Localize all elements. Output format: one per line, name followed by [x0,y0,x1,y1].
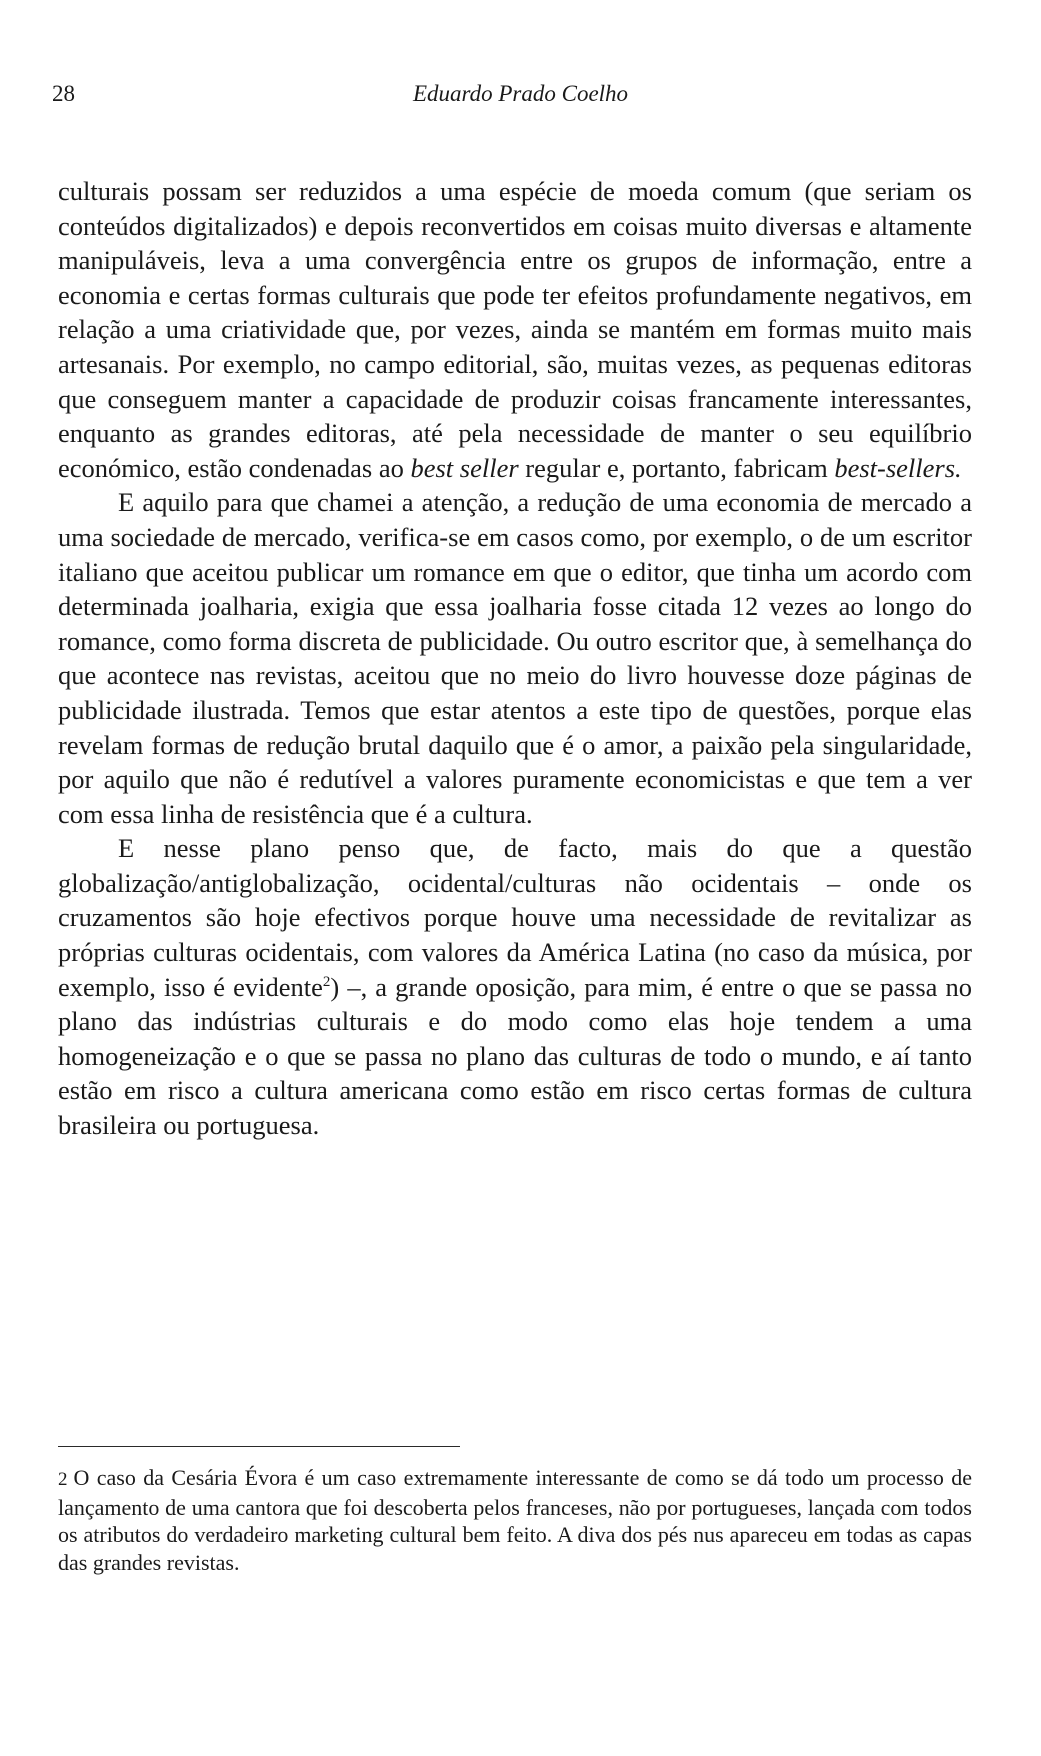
paragraph-1-italic-best-sellers: best-sellers. [834,452,962,483]
paragraph-1 [58,174,972,485]
paragraph-1-text-b: regular e, portanto, fabricam [518,452,835,483]
footnote-number: 2 [58,1469,68,1490]
paragraph-1-italic-best-seller: best seller [410,452,519,483]
running-head: Eduardo Prado Coelho [412,81,629,106]
paragraph-1-text-a: culturais possam ser reduzidos a uma espécie de moeda comum (que seriam os conteúdos digitalizados) e depois reconvertidos em coisas muito diversas e altamente manipuláveis, leva a uma convergência entre os grupos de informação, entre a economia e certas formas culturais que pode ter efeitos profundamente negativos, em relação a uma criatividade que, por vezes, ainda se mantém em formas muito mais artesanais. Por exemplo, no campo editorial, são, muitas vezes, as pequenas editoras que conseguem manter a capacidade de produzir coisas francamente interessantes, enquanto as grandes editoras, até pela necessidade de manter o seu equilíbrio económico, estão condenadas ao [58,176,972,483]
paragraph-3-text-b: ) –, a grande oposição, para mim, é entre o que se passa no plano das indústrias culturais e do modo como elas hoje tendem a uma homogeneização e o que se passa no plano das culturas de todo o mundo, e aí tanto estão em risco a cultura americana como estão em risco certas formas de cultura brasileira ou portuguesa. [58,971,973,1141]
footnote-divider [58,1446,460,1447]
page-number: 28 [52,81,75,106]
paragraph-2: E aquilo para que chamei a atenção, a redução de uma economia de mercado a uma sociedade de mercado, verifica-se em casos como, por exemplo, o de um escritor italiano que aceitou publicar um romance em que o editor, que tinha um acordo com determinada joalharia, exigia que essa joalharia fosse citada 12 vezes ao longo do romance, como forma discreta de publicidade. Ou outro escritor que, à semelhança do que acontece nas revistas, aceitou que no meio do livro houvesse doze páginas de publicidade ilustrada. Temos que estar atentos a este tipo de questões, porque elas revelam formas de redução brutal daquilo que é o amor, a paixão pela singularidade, por aquilo que não é redutível a valores puramente economicistas e que tem a ver com essa linha de resistência que é a cultura. [58,487,972,829]
footnote [58,1464,972,1576]
paragraph-3 [58,831,972,1142]
footnote-text: O caso da Cesária Évora é um caso extremamente interessante de como se dá todo um processo de lançamento de uma cantora que foi descoberta pelos franceses, não por portugueses, lançada com todos os atributos do verdadeiro marketing cultural bem feito. A diva dos pés nus apareceu em todas as capas das grandes revistas. [58,1465,972,1575]
paragraph-3-text-a: E nesse plano penso que, de facto, mais do que a questão globalização/antiglobalização, ocidental/culturas não ocidentais – onde os cruzamentos são hoje efectivos porque houve uma necessidade de revitalizar as próprias culturas ocidentais, com valores da América Latina (no caso da música, por exemplo, isso é evidente [58,833,972,1002]
footnote-marker: 2 [322,973,331,990]
body-text [58,174,972,1143]
